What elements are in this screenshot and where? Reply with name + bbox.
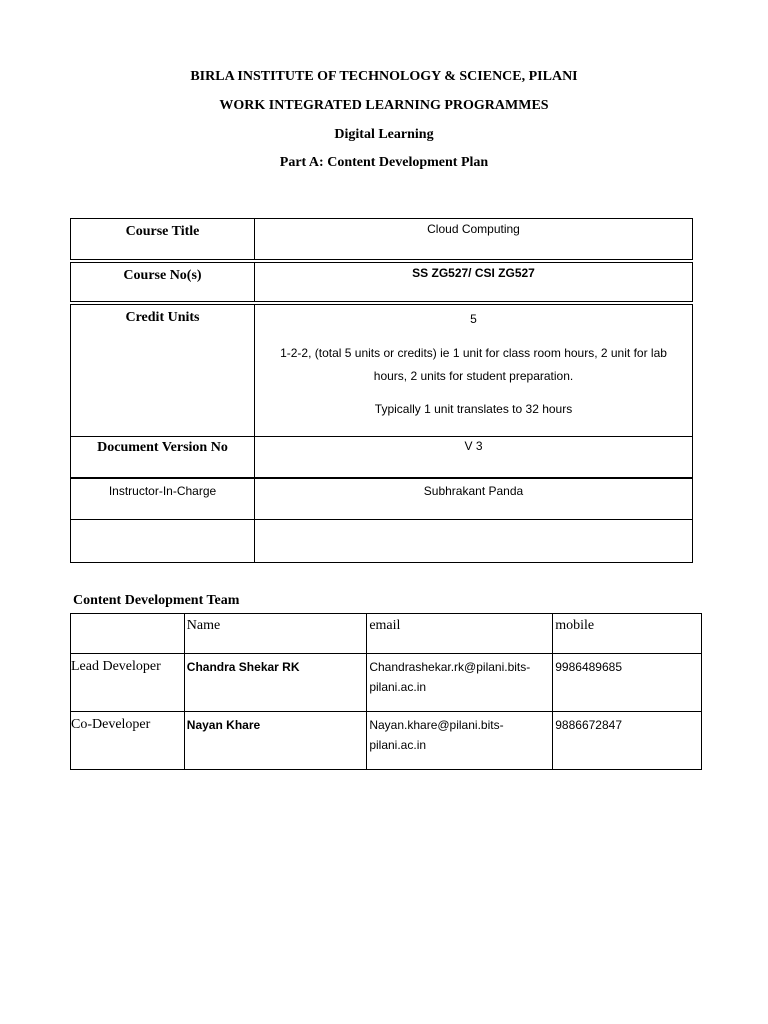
- instructor-row: [70, 478, 693, 520]
- team-email-line-1: Chandrashekar.rk@pilani.bits-: [369, 660, 531, 674]
- course-no-row: [70, 262, 693, 302]
- document-version-label: Document Version No: [71, 436, 255, 477]
- team-name: Chandra Shekar RK: [184, 654, 367, 712]
- team-header-name: Name: [184, 614, 367, 654]
- course-title-label: Course Title: [71, 219, 255, 259]
- team-header-row: [71, 614, 702, 654]
- team-mobile: 9986489685: [553, 654, 702, 712]
- credit-units-label: Credit Units: [71, 305, 255, 436]
- table-row: [71, 712, 702, 770]
- institute-heading: BIRLA INSTITUTE OF TECHNOLOGY & SCIENCE, PILANI: [190, 69, 578, 84]
- credit-detail-line-1: 1-2-2, (total 5 units or credits) ie 1 unit for class room hours, 2 unit for lab: [280, 346, 667, 360]
- programme-heading: WORK INTEGRATED LEARNING PROGRAMMES: [219, 98, 549, 113]
- course-no-label: Course No(s): [71, 263, 255, 301]
- document-version-value: V 3: [464, 439, 483, 453]
- document-version-row: [70, 436, 693, 478]
- credit-units-value: [255, 305, 692, 436]
- course-no-value: SS ZG527/ CSI ZG527: [412, 266, 535, 280]
- team-header-email: email: [367, 614, 553, 654]
- credit-units-number: 5: [470, 312, 477, 326]
- team-email-line-1: Nayan.khare@pilani.bits-: [369, 718, 504, 732]
- empty-row: [70, 520, 693, 563]
- table-row: [71, 654, 702, 712]
- credit-detail-line-2: hours, 2 units for student preparation.: [373, 369, 574, 383]
- credit-units-row: [70, 304, 693, 437]
- course-title-value: Cloud Computing: [427, 222, 520, 236]
- team-email-line-2: pilani.ac.in: [369, 738, 427, 752]
- team-header-role: [71, 614, 185, 654]
- team-mobile: 9886672847: [553, 712, 702, 770]
- team-email-line-2: pilani.ac.in: [369, 680, 427, 694]
- team-role: Lead Developer: [71, 654, 185, 712]
- instructor-value: Subhrakant Panda: [423, 484, 524, 498]
- team-table: [70, 613, 702, 770]
- instructor-label: Instructor-In-Charge: [71, 479, 255, 519]
- course-title-row: [70, 218, 693, 260]
- team-name: Nayan Khare: [184, 712, 367, 770]
- team-header-mobile: mobile: [553, 614, 702, 654]
- team-role: Co-Developer: [71, 712, 185, 770]
- unit-heading: Digital Learning: [334, 127, 434, 142]
- team-email: [367, 654, 553, 712]
- team-title: Content Development Team: [73, 593, 240, 608]
- part-heading: Part A: Content Development Plan: [279, 155, 489, 170]
- empty-label-cell: [71, 520, 255, 562]
- credit-detail-line-3: Typically 1 unit translates to 32 hours: [374, 402, 573, 416]
- team-email: [367, 712, 553, 770]
- empty-value-cell: [255, 520, 692, 562]
